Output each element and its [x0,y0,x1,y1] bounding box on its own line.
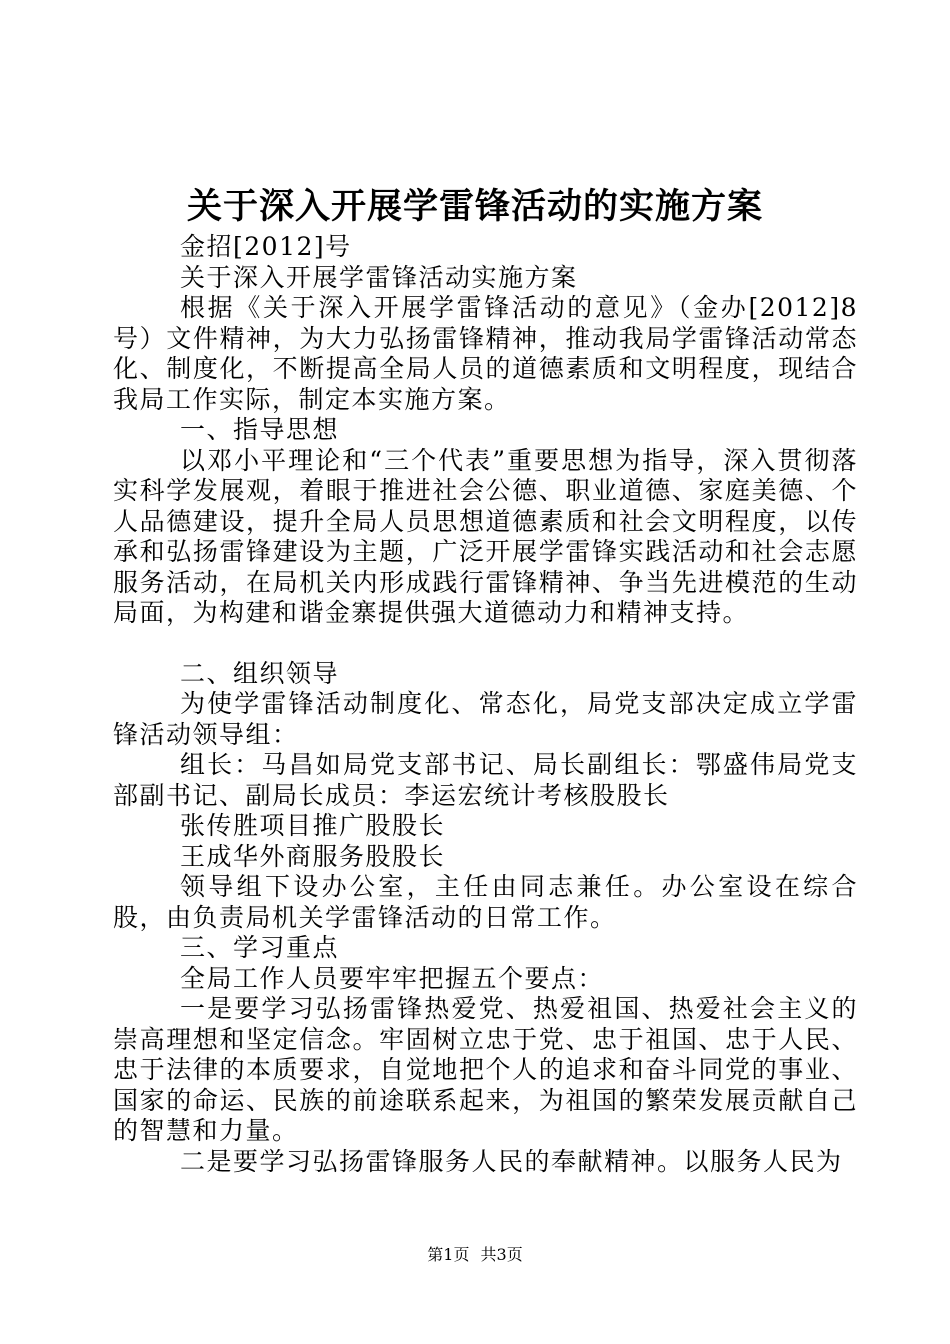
page-total: 共3页 [480,1245,523,1264]
paragraph-five-points: 全局工作人员要牢牢把握五个要点： [180,963,605,993]
heading-study-focus: 三、学习重点 [180,933,340,962]
paragraph-guiding-thought: 以邓小平理论和“三个代表”重要思想为指导，深入贯彻落实科学发展观，着眼于推进社会公德、职业道德、家庭美德、个人品德建设，提升全局人员思想道德素质和社会文明程度，以传承和弘扬雷锋建设为主题，广泛开展学雷锋实践活动和社会志愿服务活动，在局机关内形成践行雷锋精神、争当先进模范的生动局面，为构建和谐金寨提供强大道德动力和精神支持。 [113,445,858,627]
page-footer [0,1242,950,1265]
document-body [113,232,858,1177]
paragraph-member-2: 王成华外商服务股股长 [180,841,446,871]
paragraph-doc-number: 金招[2012]号 [180,232,352,261]
paragraph-point-one: 一是要学习弘扬雷锋热爱党、热爱祖国、热爱社会主义的崇高理想和坚定信念。牢固树立忠于党、忠于祖国、忠于人民、忠于法律的本质要求，自觉地把个人的追求和奋斗同党的事业、国家的命运、民族的前途联系起来，为祖国的繁荣发展贡献自己的智慧和力量。 [113,994,858,1145]
heading-organization: 二、组织领导 [180,658,340,688]
heading-guiding-thought: 一、指导思想 [180,415,340,444]
paragraph-point-two: 二是要学习弘扬雷锋服务人民的奉献精神。以服务人民为 [180,1146,843,1176]
paragraph-leaders: 组长：马昌如局党支部书记、局长副组长：鄂盛伟局党支部副书记、副局长成员：李运宏统计考核股股长 [113,750,858,810]
paragraph-subtitle: 关于深入开展学雷锋活动实施方案 [180,262,578,292]
paragraph-office: 领导组下设办公室，主任由同志兼任。办公室设在综合股，由负责局机关学雷锋活动的日常工作。 [113,872,858,932]
paragraph-member-1: 张传胜项目推广股股长 [180,811,446,840]
paragraph-intro: 根据《关于深入开展学雷锋活动的意见》（金办[2012]8号）文件精神，为大力弘扬雷锋精神，推动我局学雷锋活动常态化、制度化，不断提高全局人员的道德素质和文明程度，现结合我局工作实际，制定本实施方案。 [113,293,858,414]
document-title: 关于深入开展学雷锋活动的实施方案 [186,186,763,227]
paragraph-organization: 为使学雷锋活动制度化、常态化，局党支部决定成立学雷锋活动领导组： [113,689,858,749]
page-number: 第1页 [427,1245,470,1264]
